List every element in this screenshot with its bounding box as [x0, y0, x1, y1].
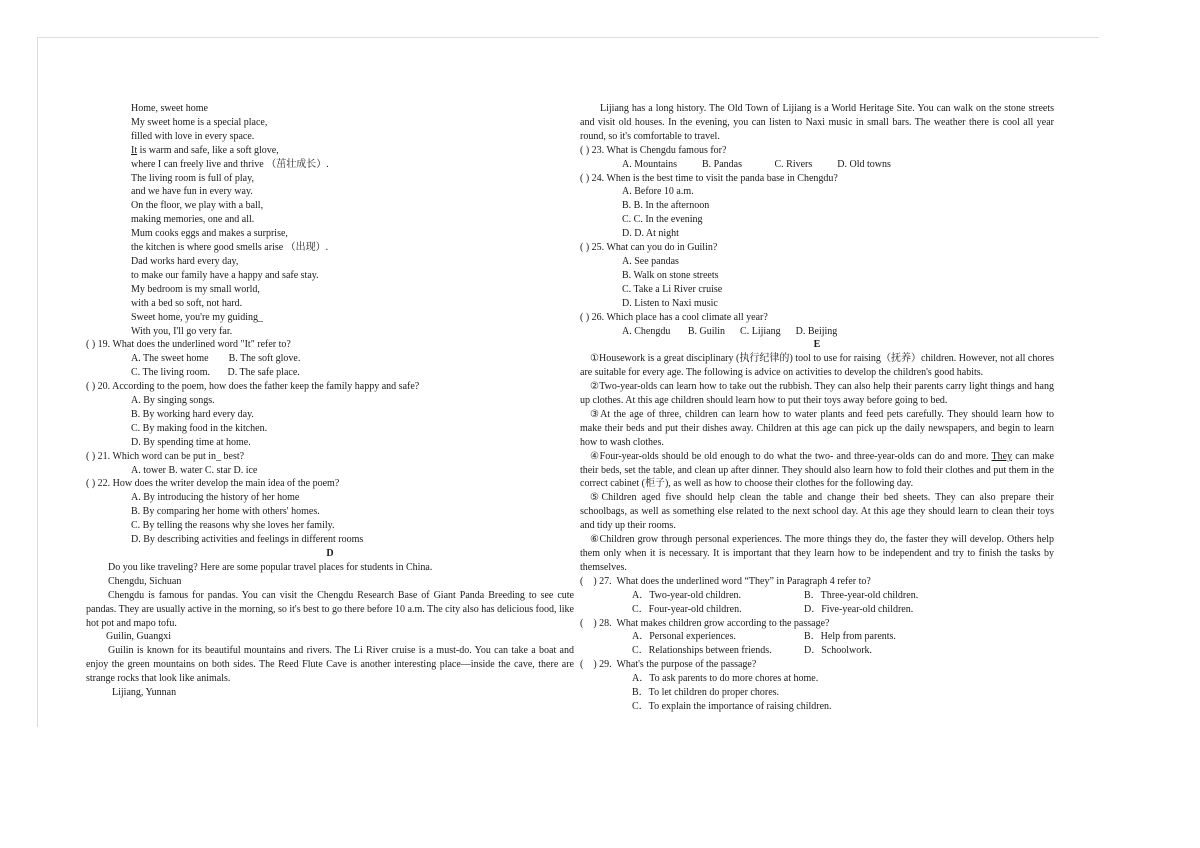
question-19: ( ) 19. What does the underlined word "It" refer to? [86, 339, 291, 351]
question-26: ( ) 26. Which place has a cool climate all year? [580, 311, 768, 323]
q27-option-b: B．Three-year-old children. [804, 589, 919, 601]
poem-line: with a bed so soft, not hard. [131, 297, 243, 309]
poem-line: where I can freely live and thrive （茁壮成长）. [131, 158, 329, 170]
q22-option-c: C. By telling the reasons why she loves her family. [131, 520, 335, 532]
question-22: ( ) 22. How does the writer develop the main idea of the poem? [86, 478, 340, 490]
q22-option-a: A. By introducing the history of her home [131, 492, 300, 504]
page-border-left [37, 37, 38, 727]
q24-option-a: A. Before 10 a.m. [622, 186, 694, 198]
section-d-intro: Do you like traveling? Here are some popular travel places for students in China. [108, 561, 433, 573]
question-27: ( ) 27. What does the underlined word “They” in Paragraph 4 refer to? [580, 575, 871, 587]
q29-option-b: B．To let children do proper chores. [632, 687, 780, 699]
q27-option-c: C．Four-year-old children. [632, 603, 742, 615]
left-column [86, 102, 574, 700]
poem-line: Mum cooks eggs and makes a surprise, [131, 228, 288, 240]
q20-option-c: C. By making food in the kitchen. [131, 422, 268, 434]
poem-line: filled with love in every space. [131, 130, 255, 142]
q25-option-d: D. Listen to Naxi music [622, 297, 718, 309]
section-e-paragraph-5: ⑤Children aged five should help clean the table and change their bed sheets. They can also prepare their schoolbags, as well as something else related to the next school day. At this age they should learn to clean their toys and tidy up their rooms. [580, 492, 1054, 532]
q25-option-b: B. Walk on stone streets [622, 269, 719, 281]
p4-text-after: can make their beds, set the table, and clean up after dinner. They should also learn how to fold their clothes and put them in the correct cabinet (柜子), as well as how to choose their clothes for the following day. [580, 450, 1054, 490]
q20-option-d: D. By spending time at home. [131, 436, 251, 448]
lijiang-paragraph: Lijiang has a long history. The Old Town of Lijiang is a World Heritage Site. You can walk on the stone streets and visit old houses. In the evening, you can listen to Naxi music in small bars. The weather there is cool all year round, so it's comfortable to travel. [580, 103, 1054, 142]
q22-option-d: D. By describing activities and feelings in different rooms [131, 534, 364, 546]
p4-text-before: ④Four-year-olds should be old enough to do what the two- and three-year-olds can do and more. [590, 450, 992, 462]
section-e-paragraph-4 [580, 450, 1054, 492]
q29-option-c: C．To explain the importance of raising children. [632, 700, 832, 712]
chengdu-paragraph: Chengdu is famous for pandas. You can visit the Chengdu Research Base of Giant Panda Breeding to see cute pandas. They are usually active in the morning, so it's best to go there before 10 a.m. The city also has delicious food, like hot pot and mapo tofu. [86, 589, 574, 629]
poem-line: With you, I'll go very far. [131, 325, 233, 337]
poem-line: Dad works hard every day, [131, 255, 239, 267]
section-e-paragraph-3: ③At the age of three, children can learn how to water plants and feed pets carefully. They should learn how to make their beds and put their dishes away. Children at this age can pick up the daily newspapers, and begin to learn how to wash clothes. [580, 408, 1054, 448]
poem-line: the kitchen is where good smells arise （出现）. [131, 242, 329, 254]
question-21: ( ) 21. Which word can be put in_ best? [86, 450, 245, 462]
q24-option-b: B. B. In the afternoon [622, 200, 710, 212]
poem-line: My bedroom is my small world, [131, 283, 260, 295]
poem-line: and we have fun in every way. [131, 186, 253, 198]
question-25: ( ) 25. What can you do in Guilin? [580, 242, 718, 254]
poem-line: My sweet home is a special place, [131, 116, 268, 128]
lijiang-heading: Lijiang, Yunnan [112, 687, 177, 699]
guilin-heading: Guilin, Guangxi [106, 631, 171, 643]
q27-options [580, 589, 1054, 617]
q27-option-d: D．Five-year-old children. [804, 603, 914, 615]
page-border-top [37, 37, 1099, 38]
question-23: ( ) 23. What is Chengdu famous for? [580, 144, 727, 156]
q28-options [580, 630, 1054, 658]
question-24: ( ) 24. When is the best time to visit the panda base in Chengdu? [580, 172, 838, 184]
q25-option-c: C. Take a Li River cruise [622, 283, 723, 295]
poem-line: Sweet home, you're my guiding_ [131, 311, 264, 323]
question-29: ( ) 29. What's the purpose of the passage? [580, 659, 757, 671]
q25-option-a: A. See pandas [622, 255, 679, 267]
section-e-title: E [813, 339, 821, 351]
q20-option-a: A. By singing songs. [131, 395, 215, 407]
poem-line: The living room is full of play, [131, 172, 254, 184]
q28-option-c: C．Relationships between friends. [632, 645, 772, 657]
poem-line: making memories, one and all. [131, 214, 255, 226]
q24-option-d: D. D. At night [622, 228, 679, 240]
q27-option-a: A．Two-year-old children. [632, 589, 742, 601]
q24-option-c: C. C. In the evening [622, 214, 703, 226]
chengdu-heading: Chengdu, Sichuan [108, 575, 182, 587]
q28-option-b: B．Help from parents. [804, 631, 896, 643]
q23-options: A. Mountains B. Pandas C. Rivers D. Old towns [622, 158, 891, 170]
poem [86, 102, 574, 338]
poem-line-rest: is warm and safe, like a soft glove, [137, 144, 279, 156]
right-column [580, 102, 1054, 714]
q29-option-a: A．To ask parents to do more chores at home. [632, 673, 819, 685]
section-e-paragraph-1: ①Housework is a great disciplinary (执行纪律的) tool to use for raising（抚养）children. However, not all chores are suitable for every age. The following is advice on activities to develop the children's good habits. [580, 353, 1054, 379]
question-28: ( ) 28. What makes children grow according to the passage? [580, 617, 830, 629]
poem-line: On the floor, we play with a ball, [131, 200, 264, 212]
q26-options: A. Chengdu B. Guilin C. Lijiang D. Beijing [622, 325, 838, 337]
section-e-paragraph-6: ⑥Children grow through personal experiences. The more things they do, the faster they will develop. Others help them only when it is necessary. It is important that they learn how to be independent and try to finish the tasks by themselves. [580, 534, 1054, 573]
poem-line: to make our family have a happy and safe stay. [131, 269, 319, 281]
q22-option-b: B. By comparing her home with others' homes. [131, 506, 320, 518]
question-20: ( ) 20. According to the poem, how does the father keep the family happy and safe? [86, 381, 420, 393]
guilin-paragraph: Guilin is known for its beautiful mountains and rivers. The Li River cruise is a must-do. You can take a boat and enjoy the green mountains on both sides. The Reed Flute Cave is another interesting place—inside the cave, there are strange rocks that look like animals. [86, 645, 574, 685]
q20-option-b: B. By working hard every day. [131, 408, 254, 420]
q28-option-d: D．Schoolwork. [804, 645, 873, 657]
q21-options: A. tower B. water C. star D. ice [131, 464, 258, 476]
poem-line [86, 144, 574, 158]
underlined-word-it: It [131, 144, 138, 156]
underlined-word-they: They [991, 450, 1013, 462]
section-d-title: D [326, 548, 334, 559]
q19-options-cd: C. The living room. D. The safe place. [131, 367, 300, 379]
section-e-paragraph-2: ②Two-year-olds can learn how to take out the rubbish. They can also help their parents carry light things and hang up clothes. At this age children should learn how to put their toys away before going to bed. [580, 381, 1054, 407]
q19-options-ab: A. The sweet home B. The soft glove. [131, 353, 301, 365]
q28-option-a: A．Personal experiences. [632, 631, 736, 643]
poem-title: Home, sweet home [131, 103, 208, 114]
